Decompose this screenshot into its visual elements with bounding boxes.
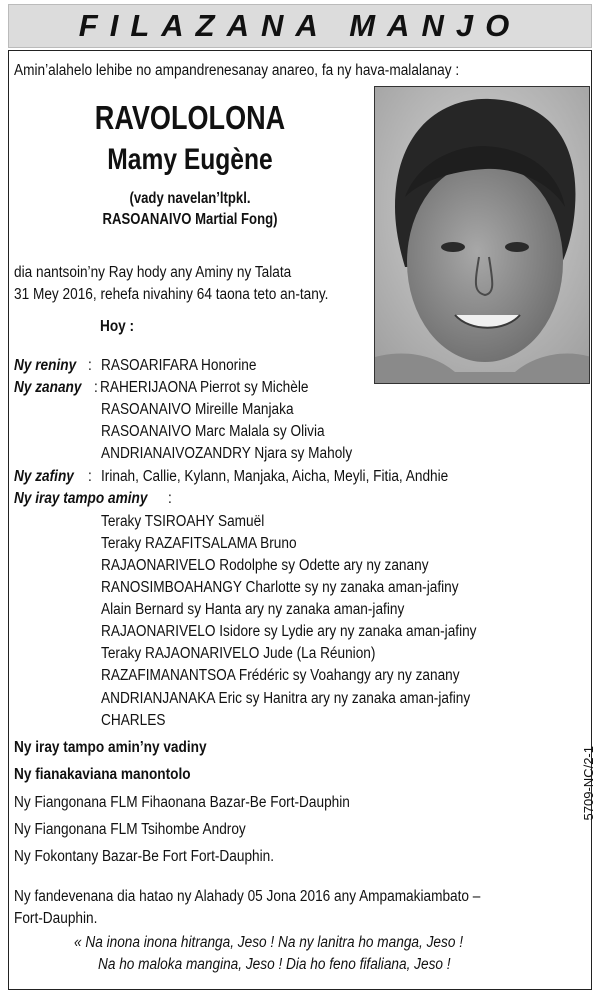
iray-tampo-label: Ny iray tampo aminy bbox=[14, 490, 148, 507]
zanany-item: RAHERIJAONA Pierrot sy Michèle bbox=[100, 379, 309, 396]
iray-tampo-item: RAJAONARIVELO Isidore sy Lydie ary ny zanaka aman-jafiny bbox=[101, 623, 477, 640]
spouse-line-2: RASOANAIVO Martial Fong) bbox=[102, 211, 278, 228]
spouse-line-1: (vady navelan’ltpkl. bbox=[129, 190, 251, 207]
announcement-line-2: 31 Mey 2016, rehefa nivahiny 64 taona teto an-tany. bbox=[14, 286, 329, 303]
iray-tampo-colon: : bbox=[168, 490, 172, 507]
iray-tampo-item: ANDRIANJANAKA Eric sy Hanitra ary ny zanaka aman-jafiny bbox=[101, 690, 471, 707]
zanany-item: ANDRIANAIVOZANDRY Njara sy Maholy bbox=[101, 445, 353, 462]
iray-tampo-item: Alain Bernard sy Hanta ary ny zanaka aman-jafiny bbox=[101, 601, 405, 618]
zafiny-label: Ny zafiny bbox=[14, 468, 74, 485]
funeral-line-1: Ny fandevenana dia hatao ny Alahady 05 Jona 2016 any Ampamakiambato – bbox=[14, 888, 481, 905]
deceased-given-name: Mamy Eugène bbox=[107, 143, 273, 176]
others-line-3: Ny Fiangonana FLM Fihaonana Bazar-Be Fort-Dauphin bbox=[14, 794, 350, 811]
others-line-2: Ny fianakaviana manontolo bbox=[14, 766, 191, 783]
deceased-surname: RAVOLOLONA bbox=[94, 99, 286, 136]
reference-code: 5709-NC/2-1 bbox=[581, 746, 596, 821]
reniny-colon: : bbox=[88, 357, 92, 374]
others-line-5: Ny Fokontany Bazar-Be Fort Fort-Dauphin. bbox=[14, 848, 275, 865]
announcement-line-1: dia nantsoin’ny Ray hody any Aminy ny Talata bbox=[14, 264, 292, 281]
iray-tampo-item: RAZAFIMANANTSOA Frédéric sy Voahangy ary ny zanany bbox=[101, 667, 460, 684]
verse-line-1: « Na inona inona hitranga, Jeso ! Na ny lanitra ho manga, Jeso ! bbox=[74, 934, 463, 951]
intro-text: Amin’alahelo lehibe no ampandrenesanay anareo, fa ny hava-malalanay : bbox=[14, 62, 460, 79]
notice-title: FILAZANA MANJO bbox=[78, 8, 522, 43]
zanany-colon: : bbox=[94, 379, 98, 396]
hoy-label: Hoy : bbox=[100, 318, 135, 335]
iray-tampo-item: Teraky RAZAFITSALAMA Bruno bbox=[101, 535, 297, 552]
zanany-item: RASOANAIVO Mireille Manjaka bbox=[101, 401, 294, 418]
zafiny-value: Irinah, Callie, Kylann, Manjaka, Aicha, Meyli, Fitia, Andhie bbox=[101, 468, 449, 485]
others-line-4: Ny Fiangonana FLM Tsihombe Androy bbox=[14, 821, 246, 838]
verse-line-2: Na ho maloka mangina, Jeso ! Dia ho feno fifaliana, Jeso ! bbox=[98, 956, 451, 973]
reniny-value: RASOARIFARA Honorine bbox=[101, 357, 257, 374]
zanany-item: RASOANAIVO Marc Malala sy Olivia bbox=[101, 423, 325, 440]
zafiny-colon: : bbox=[88, 468, 92, 485]
zanany-label: Ny zanany bbox=[14, 379, 82, 396]
notice-header bbox=[8, 4, 592, 48]
iray-tampo-item: Teraky TSIROAHY Samuël bbox=[101, 513, 265, 530]
iray-tampo-item: CHARLES bbox=[101, 712, 166, 729]
portrait-image bbox=[375, 87, 590, 384]
portrait-photo bbox=[374, 86, 590, 384]
iray-tampo-item: Teraky RAJAONARIVELO Jude (La Réunion) bbox=[101, 645, 376, 662]
reniny-label: Ny reniny bbox=[14, 357, 77, 374]
iray-tampo-item: RANOSIMBOAHANGY Charlotte sy ny zanaka aman-jafiny bbox=[101, 579, 459, 596]
funeral-line-2: Fort-Dauphin. bbox=[14, 910, 98, 927]
iray-tampo-item: RAJAONARIVELO Rodolphe sy Odette ary ny zanany bbox=[101, 557, 429, 574]
others-line-1: Ny iray tampo amin’ny vadiny bbox=[14, 739, 207, 756]
